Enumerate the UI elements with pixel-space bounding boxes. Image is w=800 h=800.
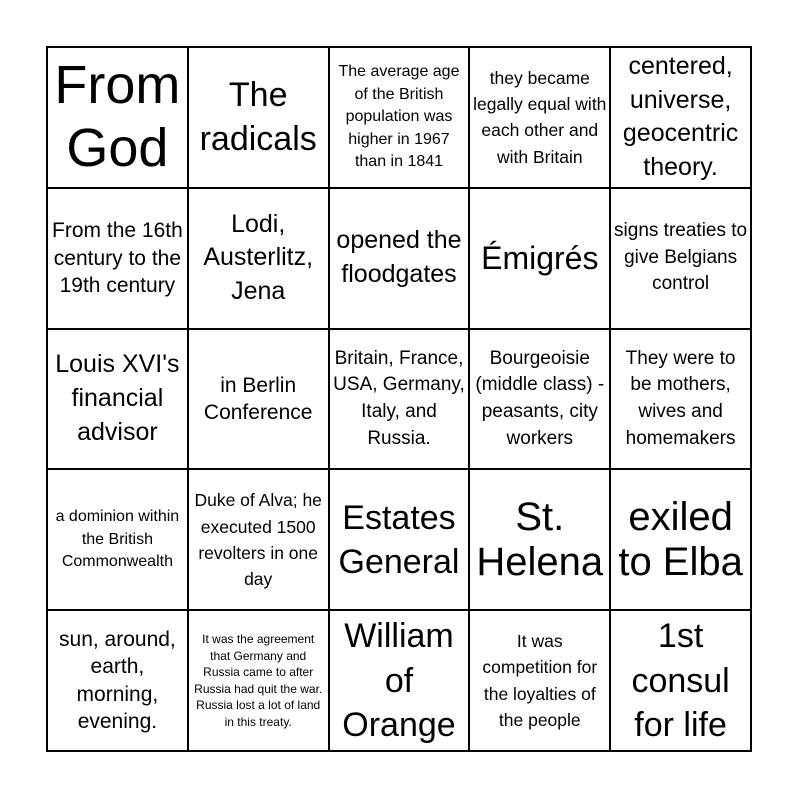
cell-text: in Berlin Conference <box>203 373 313 424</box>
bingo-cell[interactable] <box>469 610 610 751</box>
bingo-board <box>46 46 752 752</box>
bingo-cell[interactable] <box>188 610 329 751</box>
cell-text: Bourgeoisie (middle class) - peasants, city workers <box>475 347 605 449</box>
cell-text: It was the agreement that Germany and Russia came to after Russia had quit the war. Russia lost a lot of land in this treaty. <box>194 631 323 729</box>
cell-text: They were to be mothers, wives and homemakers <box>625 347 736 449</box>
bingo-cell[interactable] <box>610 47 751 188</box>
cell-text: opened the floodgates <box>336 226 462 289</box>
bingo-cell[interactable] <box>188 47 329 188</box>
bingo-cell[interactable] <box>329 188 470 329</box>
cell-text: they became legally equal with each other and with Britain <box>473 67 607 167</box>
bingo-cell[interactable] <box>610 610 751 751</box>
bingo-cell[interactable] <box>188 188 329 329</box>
bingo-cell[interactable] <box>610 329 751 470</box>
bingo-cell[interactable] <box>188 469 329 610</box>
cell-text: William of Orange <box>342 617 456 744</box>
cell-text: Estates General <box>338 498 460 581</box>
bingo-cell[interactable] <box>469 329 610 470</box>
bingo-cell[interactable] <box>329 329 470 470</box>
bingo-cell[interactable] <box>329 469 470 610</box>
cell-text: St. Helena <box>476 494 604 584</box>
cell-text: The radicals <box>199 76 317 159</box>
cell-text: centered, universe, geocentric theory. <box>622 51 739 182</box>
bingo-cell[interactable] <box>47 329 188 470</box>
cell-text: sun, around, earth, morning, evening. <box>59 628 176 733</box>
cell-text: It was competition for the loyalties of the people <box>482 631 598 730</box>
cell-text: From God <box>54 54 181 179</box>
bingo-cell[interactable] <box>47 610 188 751</box>
bingo-cell[interactable] <box>610 188 751 329</box>
cell-text: The average age of the British population was higher in 1967 than in 1841 <box>338 63 460 170</box>
bingo-cell[interactable] <box>329 610 470 751</box>
cell-text: exiled to Elba <box>618 494 743 584</box>
cell-text: From the 16th century to the 19th century <box>52 219 183 297</box>
cell-text: Lodi, Austerlitz, Jena <box>203 209 314 306</box>
cell-text: 1st consul for life <box>631 617 730 744</box>
bingo-cell[interactable] <box>47 469 188 610</box>
cell-text: signs treaties to give Belgians control <box>614 220 748 295</box>
cell-text: Émigrés <box>481 239 599 276</box>
bingo-cell[interactable] <box>47 47 188 188</box>
bingo-cell[interactable] <box>610 469 751 610</box>
bingo-cell[interactable] <box>47 188 188 329</box>
cell-text: a dominion within the British Commonwealth <box>55 508 180 570</box>
bingo-cell[interactable] <box>188 329 329 470</box>
bingo-cell[interactable] <box>469 469 610 610</box>
cell-text: Britain, France, USA, Germany, Italy, and Russia. <box>333 347 465 449</box>
cell-text: Louis XVI's financial advisor <box>55 350 180 446</box>
cell-text: Duke of Alva; he executed 1500 revolters in one day <box>194 490 322 590</box>
bingo-cell[interactable] <box>469 47 610 188</box>
bingo-cell[interactable] <box>329 47 470 188</box>
bingo-cell[interactable] <box>469 188 610 329</box>
